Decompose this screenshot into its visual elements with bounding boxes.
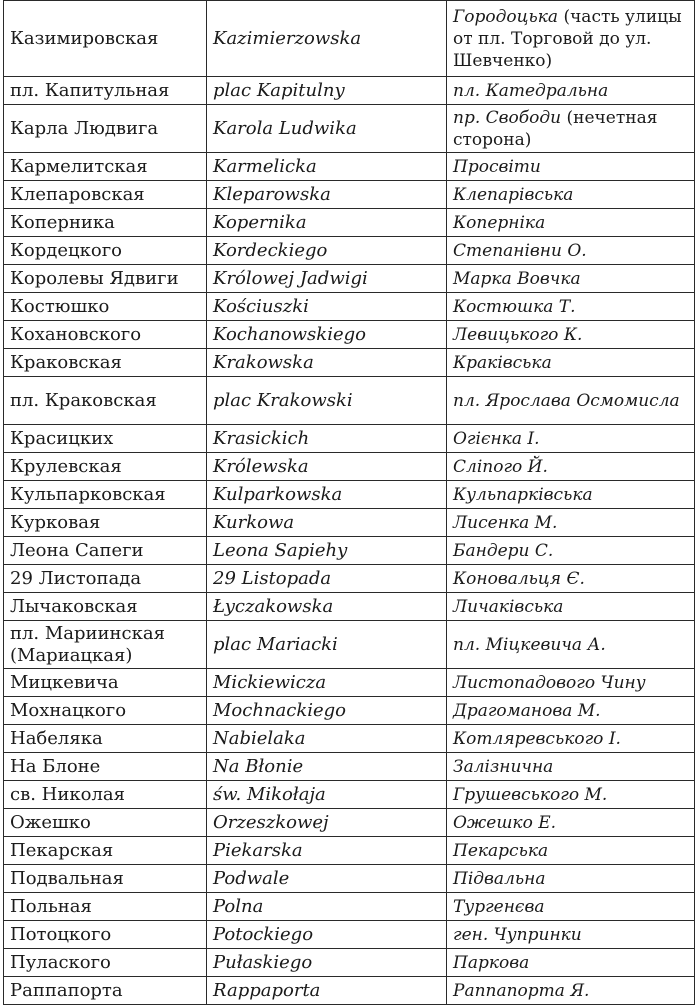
ukrainian-name-cell bbox=[447, 377, 695, 425]
russian-name-cell: Королевы Ядвиги bbox=[4, 265, 207, 293]
ukrainian-name-cell bbox=[447, 349, 695, 377]
ukrainian-name-cell bbox=[447, 753, 695, 781]
polish-name-cell: św. Mikołaja bbox=[207, 781, 447, 809]
ukrainian-name: Сліпого Й. bbox=[453, 456, 548, 477]
table-row bbox=[4, 977, 695, 1005]
ukrainian-name-cell bbox=[447, 669, 695, 697]
polish-name-cell: Kulparkowska bbox=[207, 481, 447, 509]
russian-name-cell: Подвальная bbox=[4, 865, 207, 893]
table-row bbox=[4, 537, 695, 565]
ukrainian-name: Залізнична bbox=[453, 756, 554, 777]
ukrainian-name-cell bbox=[447, 621, 695, 669]
polish-name-cell: Polna bbox=[207, 893, 447, 921]
table-row bbox=[4, 481, 695, 509]
russian-name-cell: пл. Краковская bbox=[4, 377, 207, 425]
ukrainian-name-cell bbox=[447, 425, 695, 453]
ukrainian-name: Раппапорта Я. bbox=[453, 980, 590, 1001]
polish-name-cell: Mickiewicza bbox=[207, 669, 447, 697]
ukrainian-name-cell bbox=[447, 209, 695, 237]
ukrainian-name: Котляревського І. bbox=[453, 728, 621, 749]
ukrainian-name: пр. Свободи bbox=[453, 107, 562, 128]
ukrainian-name: пл. Ярослава Осмомисла bbox=[453, 390, 680, 411]
table-body bbox=[4, 1, 695, 1005]
russian-name-cell: Раппапорта bbox=[4, 977, 207, 1005]
polish-name-cell: Kochanowskiego bbox=[207, 321, 447, 349]
russian-name-cell: Казимировская bbox=[4, 1, 207, 77]
polish-name-cell: Krakowska bbox=[207, 349, 447, 377]
polish-name-cell: Kurkowa bbox=[207, 509, 447, 537]
table-row bbox=[4, 77, 695, 105]
ukrainian-name-cell bbox=[447, 453, 695, 481]
ukrainian-name: Огієнка І. bbox=[453, 428, 540, 449]
table-row bbox=[4, 265, 695, 293]
polish-name-cell: Kleparowska bbox=[207, 181, 447, 209]
polish-name-cell: Kazimierzowska bbox=[207, 1, 447, 77]
ukrainian-name-cell bbox=[447, 153, 695, 181]
table-row bbox=[4, 593, 695, 621]
ukrainian-name: Грушевського М. bbox=[453, 784, 608, 805]
ukrainian-name-cell bbox=[447, 481, 695, 509]
russian-name-cell: Ожешко bbox=[4, 809, 207, 837]
russian-name-cell: Крулевская bbox=[4, 453, 207, 481]
polish-name-cell: Krasickich bbox=[207, 425, 447, 453]
russian-name-cell: 29 Листопада bbox=[4, 565, 207, 593]
table-row bbox=[4, 105, 695, 153]
ukrainian-name-cell bbox=[447, 293, 695, 321]
ukrainian-name: пл. Міцкевича А. bbox=[453, 634, 606, 655]
ukrainian-name: Марка Вовчка bbox=[453, 268, 581, 289]
ukrainian-name: пл. Катедральна bbox=[453, 80, 609, 101]
ukrainian-name-note: (часть улицы от пл. Торговой до ул. Шевченко) bbox=[453, 6, 682, 71]
ukrainian-name-cell bbox=[447, 181, 695, 209]
table-row bbox=[4, 697, 695, 725]
ukrainian-name: Костюшка Т. bbox=[453, 296, 576, 317]
ukrainian-name: Городоцька bbox=[453, 6, 559, 27]
ukrainian-name: Личаківська bbox=[453, 596, 564, 617]
table-row bbox=[4, 321, 695, 349]
table-row bbox=[4, 921, 695, 949]
polish-name-cell: Karmelicka bbox=[207, 153, 447, 181]
ukrainian-name: Коперніка bbox=[453, 212, 546, 233]
polish-name-cell: Podwale bbox=[207, 865, 447, 893]
russian-name-cell: Кордецкого bbox=[4, 237, 207, 265]
table-row bbox=[4, 865, 695, 893]
polish-name-cell: Królowej Jadwigi bbox=[207, 265, 447, 293]
russian-name-cell: Пулаского bbox=[4, 949, 207, 977]
ukrainian-name-cell bbox=[447, 1, 695, 77]
russian-name-cell: Польная bbox=[4, 893, 207, 921]
ukrainian-name-cell bbox=[447, 725, 695, 753]
ukrainian-name-cell bbox=[447, 977, 695, 1005]
ukrainian-name-cell bbox=[447, 809, 695, 837]
polish-name-cell: Kopernika bbox=[207, 209, 447, 237]
ukrainian-name: Коновальця Є. bbox=[453, 568, 585, 589]
polish-name-cell: Rappaporta bbox=[207, 977, 447, 1005]
ukrainian-name-cell bbox=[447, 837, 695, 865]
ukrainian-name-cell bbox=[447, 509, 695, 537]
polish-name-cell: Łyczakowska bbox=[207, 593, 447, 621]
polish-name-cell: 29 Listopada bbox=[207, 565, 447, 593]
russian-name-cell: Пекарская bbox=[4, 837, 207, 865]
russian-name-cell: Курковая bbox=[4, 509, 207, 537]
russian-name-cell: св. Николая bbox=[4, 781, 207, 809]
ukrainian-name: Підвальна bbox=[453, 868, 546, 889]
ukrainian-name: Клепарівська bbox=[453, 184, 574, 205]
polish-name-cell: Na Błonie bbox=[207, 753, 447, 781]
ukrainian-name: Просвіти bbox=[453, 156, 541, 177]
ukrainian-name: Степанівни О. bbox=[453, 240, 587, 261]
table-row bbox=[4, 949, 695, 977]
russian-name-cell: Лычаковская bbox=[4, 593, 207, 621]
table-row bbox=[4, 153, 695, 181]
russian-name-cell: Мохнацкого bbox=[4, 697, 207, 725]
polish-name-cell: Piekarska bbox=[207, 837, 447, 865]
ukrainian-name-cell bbox=[447, 537, 695, 565]
table-row bbox=[4, 181, 695, 209]
polish-name-cell: Królewska bbox=[207, 453, 447, 481]
polish-name-cell: Potockiego bbox=[207, 921, 447, 949]
ukrainian-name: Тургенєва bbox=[453, 896, 545, 917]
polish-name-cell: Orzeszkowej bbox=[207, 809, 447, 837]
ukrainian-name-note: (нечетная сторона) bbox=[453, 107, 658, 150]
ukrainian-name-cell bbox=[447, 697, 695, 725]
ukrainian-name: Кульпарківська bbox=[453, 484, 593, 505]
ukrainian-name: Листопадового Чину bbox=[453, 672, 646, 693]
ukrainian-name-cell bbox=[447, 565, 695, 593]
table-row bbox=[4, 669, 695, 697]
table-row bbox=[4, 509, 695, 537]
russian-name-cell: пл. Капитульная bbox=[4, 77, 207, 105]
ukrainian-name-cell bbox=[447, 865, 695, 893]
ukrainian-name-cell bbox=[447, 265, 695, 293]
ukrainian-name: Левицького К. bbox=[453, 324, 583, 345]
polish-name-cell: Nabielaka bbox=[207, 725, 447, 753]
ukrainian-name-cell bbox=[447, 893, 695, 921]
russian-name-cell: Кохановского bbox=[4, 321, 207, 349]
polish-name-cell: plac Krakowski bbox=[207, 377, 447, 425]
street-names-table bbox=[3, 0, 695, 1005]
polish-name-cell: Pułaskiego bbox=[207, 949, 447, 977]
russian-name-cell: Коперника bbox=[4, 209, 207, 237]
russian-name-cell: Потоцкого bbox=[4, 921, 207, 949]
table-row bbox=[4, 621, 695, 669]
ukrainian-name-cell bbox=[447, 949, 695, 977]
russian-name-cell: пл. Мариинская (Мариацкая) bbox=[4, 621, 207, 669]
polish-name-cell: Kościuszki bbox=[207, 293, 447, 321]
russian-name-cell: Набеляка bbox=[4, 725, 207, 753]
table-row bbox=[4, 293, 695, 321]
table-row bbox=[4, 425, 695, 453]
russian-name-cell: На Блоне bbox=[4, 753, 207, 781]
table-row bbox=[4, 809, 695, 837]
ukrainian-name: Паркова bbox=[453, 952, 530, 973]
ukrainian-name-cell bbox=[447, 781, 695, 809]
ukrainian-name: Лисенка М. bbox=[453, 512, 558, 533]
ukrainian-name-cell bbox=[447, 77, 695, 105]
table-row bbox=[4, 753, 695, 781]
table-row bbox=[4, 349, 695, 377]
table-row bbox=[4, 565, 695, 593]
russian-name-cell: Краковская bbox=[4, 349, 207, 377]
ukrainian-name: Ожешко Е. bbox=[453, 812, 557, 833]
russian-name-cell: Карла Людвига bbox=[4, 105, 207, 153]
table-row bbox=[4, 837, 695, 865]
ukrainian-name-cell bbox=[447, 921, 695, 949]
ukrainian-name: Краківська bbox=[453, 352, 552, 373]
polish-name-cell: Mochnackiego bbox=[207, 697, 447, 725]
polish-name-cell: plac Kapitulny bbox=[207, 77, 447, 105]
russian-name-cell: Костюшко bbox=[4, 293, 207, 321]
ukrainian-name-cell bbox=[447, 105, 695, 153]
ukrainian-name: Пекарська bbox=[453, 840, 549, 861]
table-row bbox=[4, 237, 695, 265]
ukrainian-name-cell bbox=[447, 237, 695, 265]
ukrainian-name: Бандери С. bbox=[453, 540, 554, 561]
polish-name-cell: Kordeckiego bbox=[207, 237, 447, 265]
russian-name-cell: Кульпарковская bbox=[4, 481, 207, 509]
ukrainian-name: Драгоманова М. bbox=[453, 700, 601, 721]
polish-name-cell: plac Mariacki bbox=[207, 621, 447, 669]
table-row bbox=[4, 781, 695, 809]
table-row bbox=[4, 893, 695, 921]
table-row bbox=[4, 453, 695, 481]
russian-name-cell: Мицкевича bbox=[4, 669, 207, 697]
polish-name-cell: Karola Ludwika bbox=[207, 105, 447, 153]
russian-name-cell: Красицких bbox=[4, 425, 207, 453]
table-row bbox=[4, 725, 695, 753]
ukrainian-name: ген. Чупринки bbox=[453, 924, 582, 945]
table-row bbox=[4, 1, 695, 77]
russian-name-cell: Клепаровская bbox=[4, 181, 207, 209]
russian-name-cell: Леона Сапеги bbox=[4, 537, 207, 565]
table-row bbox=[4, 377, 695, 425]
polish-name-cell: Leona Sapiehy bbox=[207, 537, 447, 565]
ukrainian-name-cell bbox=[447, 321, 695, 349]
ukrainian-name-cell bbox=[447, 593, 695, 621]
russian-name-cell: Кармелитская bbox=[4, 153, 207, 181]
table-row bbox=[4, 209, 695, 237]
